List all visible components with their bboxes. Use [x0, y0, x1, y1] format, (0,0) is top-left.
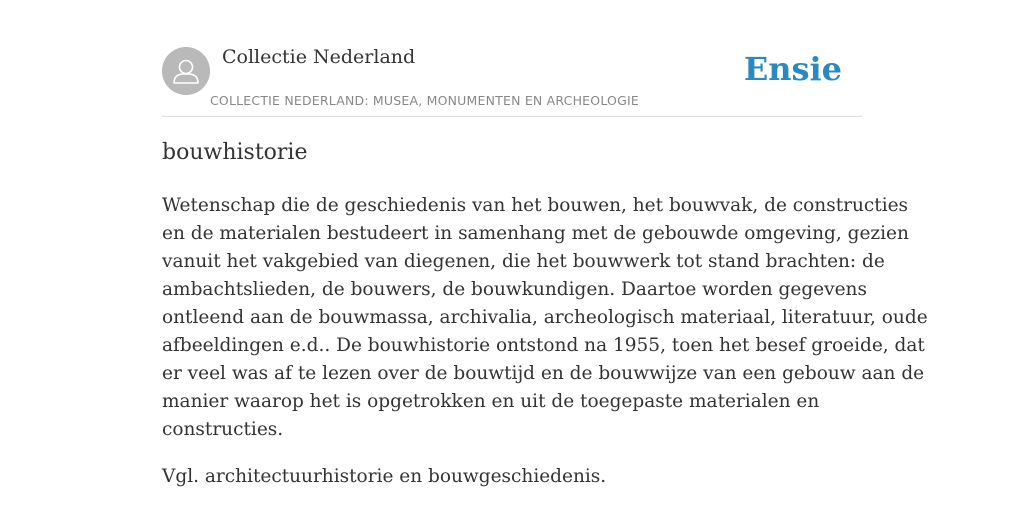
definition-line: vanuit het vakgebied van diegenen, die het bouwwerk tot stand brachten: de	[162, 251, 885, 272]
definition-line: er veel was af te lezen over de bouwtijd en de bouwwijze van een gebouw aan de	[162, 363, 925, 384]
definition-line: constructies.	[162, 419, 284, 440]
definition-line: en de materialen bestudeert in samenhang met de gebouwde omgeving, gezien	[162, 223, 909, 244]
definition-line: Wetenschap die de geschiedenis van het bouwen, het bouwvak, de constructies	[162, 195, 909, 216]
author-name[interactable]: Collectie Nederland	[222, 46, 416, 68]
entry-header	[162, 40, 862, 117]
author-description: COLLECTIE NEDERLAND: MUSEA, MONUMENTEN EN ARCHEOLOGIE	[210, 93, 639, 108]
see-also-text: Vgl. architectuurhistorie en bouwgeschiedenis.	[162, 466, 607, 487]
definition-line: manier waarop het is opgetrokken en uit de toegepaste materialen en	[162, 391, 820, 412]
user-silhouette-icon	[162, 47, 210, 95]
definition-line: ontleend aan de bouwmassa, archivalia, archeologisch materiaal, literatuur, oude	[162, 307, 928, 328]
term-definition	[162, 192, 928, 444]
term-title: bouwhistorie	[162, 140, 308, 165]
ensie-logo-link[interactable]: Ensie	[743, 50, 842, 88]
author-avatar[interactable]	[162, 47, 210, 95]
definition-line: afbeeldingen e.d.. De bouwhistorie ontstond na 1955, toen het besef groeide, dat	[162, 335, 925, 356]
definition-line: ambachtslieden, de bouwers, de bouwkundigen. Daartoe worden gegevens	[162, 279, 867, 300]
